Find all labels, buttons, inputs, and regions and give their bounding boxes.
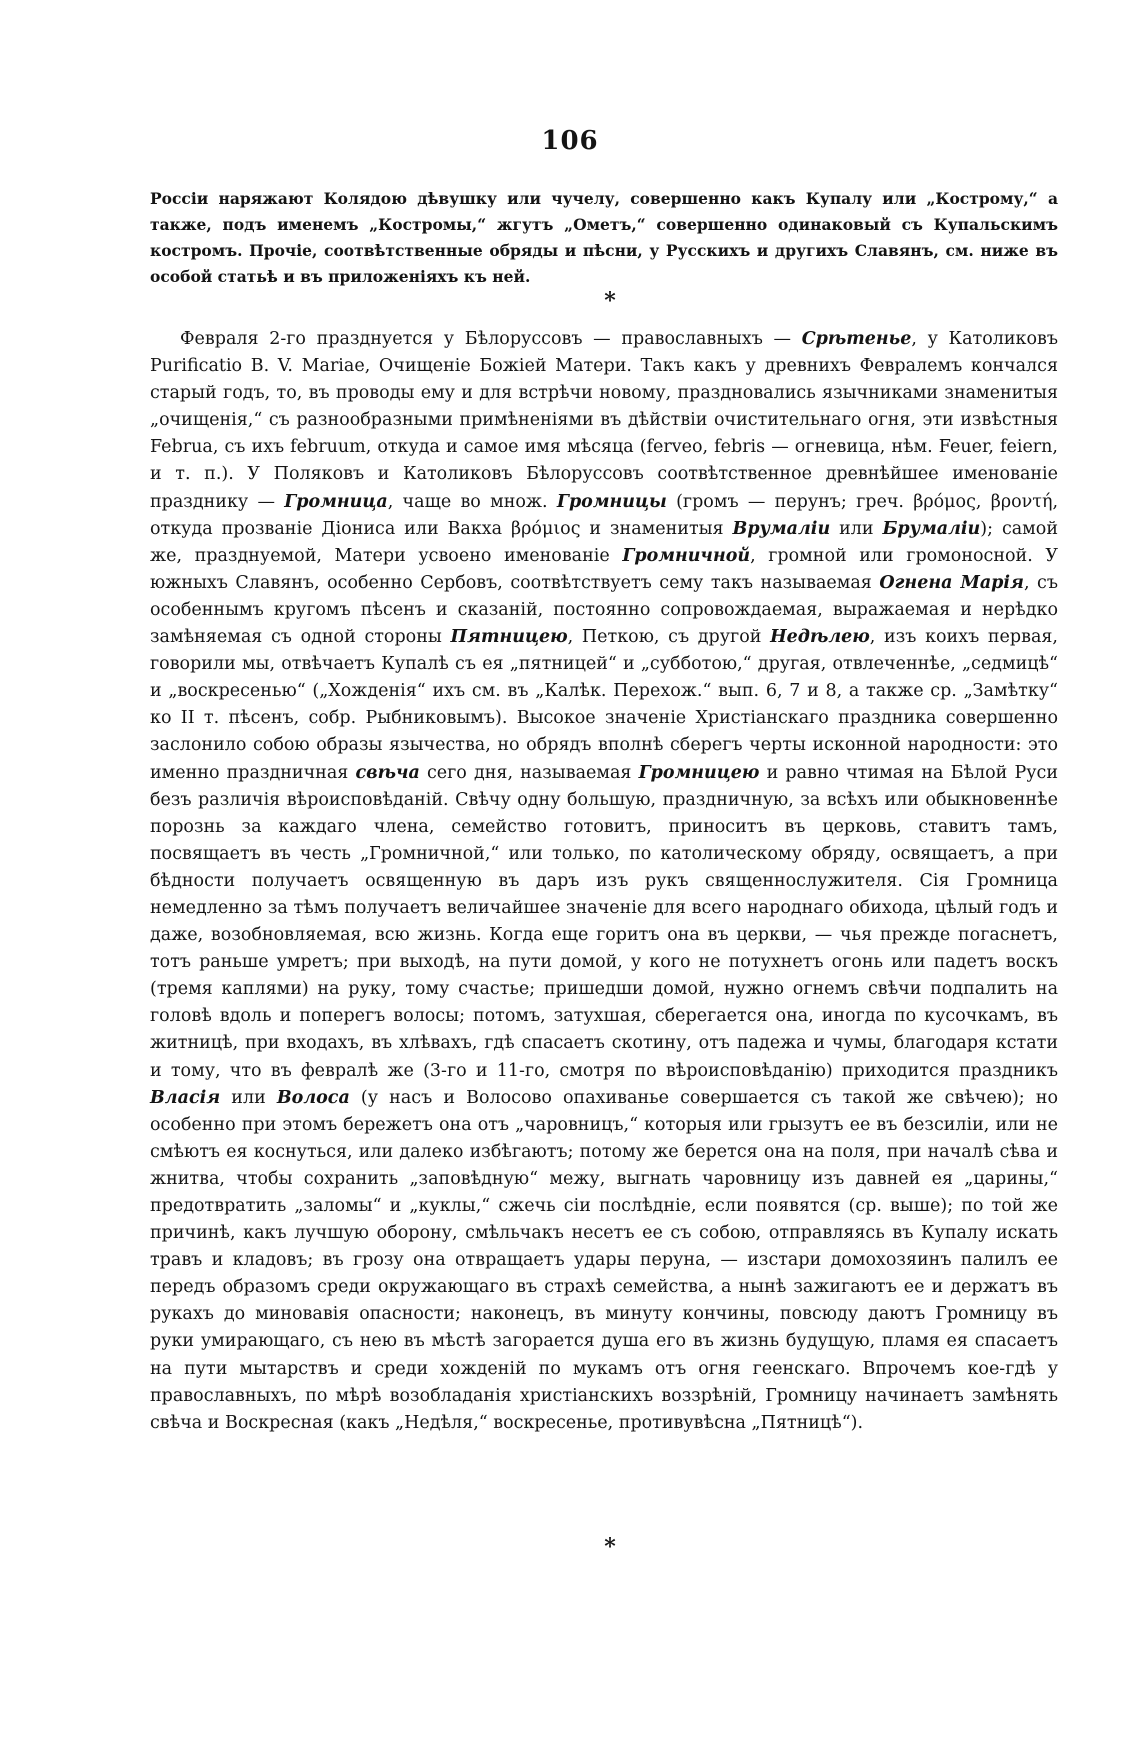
text-run: (у насъ и Волосово опахиванье совершается съ такой же свѣчею); но особенно при этомъ бережетъ она отъ „чаровницъ,“ которыя или грызутъ ее въ безсиліи, или не смѣютъ ея коснуться, или далеко избѣгаютъ; потому же берется она на поля, при началѣ сѣва и жнитва, чтобы сохранить „заповѣдную“ межу, выгнать чаровницу изъ давней ея „царины,“ предотвратить „заломы“ и „куклы,“ сжечь сіи послѣдніе, если появятся (ср. выше); по той же причинѣ, какъ лучшую оборону, смѣльчакъ несетъ ее съ собою, отправляясь въ Купалу искать травъ и кладовъ; въ грозу она отвращаетъ удары перуна, — изстари домохозяинъ палилъ ее передъ образомъ среди окружающаго въ страхѣ семейства, а нынѣ зажигаютъ ее и держатъ въ рукахъ до миновавія опасности; наконецъ, въ минуту кончины, повсюду даютъ Громницу въ руки умирающаго, съ нею въ мѣстѣ загорается душа его въ жизнь будущую, пламя ея спасаетъ на пути мытарствъ и среди хожденій по мукамъ отъ огня геенскаго. Впрочемъ кое-гдѣ у православныхъ, по мѣрѣ возобладанія христіанскихъ воззрѣній, Громницу начинаетъ замѣнять свѣча и Воскресная (какъ „Недѣля,“ воскресенье, противувѣсна „Пятницѣ“).	[150, 1087, 1058, 1433]
italic-term: Врумаліи	[732, 518, 831, 539]
text-run: , чаще во множ.	[387, 491, 557, 512]
italic-term: Власія	[150, 1087, 221, 1108]
text-run: или	[830, 518, 883, 539]
asterisk-separator-bottom: *	[604, 1534, 616, 1560]
text-run: сего дня, называемая	[419, 762, 639, 783]
text-run: или	[220, 1087, 277, 1108]
text-run: , изъ коихъ первая, говорили мы, отвѣчаетъ Купалѣ съ ея „пятницей“ и „субботою,“ другая, отвлеченнѣе, „седмицѣ“ и „воскресенью“ („Хожденія“ ихъ см. въ „Калѣк. Перехож.“ вып. 6, 7 и 8, а также ср. „Замѣтку“ ко II т. пѣсенъ, собр. Рыбниковымъ). Высокое значеніе Христіанскаго праздника совершенно заслонило собою образы язычества, но обрядъ вполнѣ сберегъ черты исконной народности: это именно праздничная	[150, 627, 1058, 783]
italic-term: Огнена Марія	[879, 572, 1024, 593]
italic-term: Громница	[284, 491, 388, 512]
italic-term: Громницы	[556, 491, 667, 512]
text-run: , Петкою, съ другой	[567, 627, 771, 648]
italic-term: Пятницею	[450, 627, 568, 648]
text-run: Февраля 2-го празднуется у Бѣлоруссовъ — православныхъ —	[180, 329, 802, 349]
top-footnote-text: Россіи наряжают Колядою дѣвушку или чучелу, совершенно какъ Купалу или „Кострому,“ а также, подъ именемъ „Костромы,“ жгутъ „Ометъ,“ совершенно одинаковый съ Купальскимъ костромъ. Прочіе, соотвѣтственные обряды и пѣсни, у Русскихъ и другихъ Славянъ, см. ниже въ особой статьѣ и въ приложеніяхъ къ ней.	[150, 189, 1058, 286]
italic-term: Громницею	[638, 762, 760, 783]
italic-term: Брумаліи	[882, 518, 981, 539]
text-run: (громъ — перунъ; греч. βρόμος, βροντή, откуда прозваніе Діониса или Вакха βρόμιος и знаменитыя	[150, 491, 1059, 539]
italic-term: Волоса	[276, 1087, 350, 1108]
italic-term: Срѣтенье	[801, 329, 912, 349]
text-run: , съ особеннымъ кругомъ пѣсенъ и сказаній, постоянно сопровождаемая, выражаемая и нерѣдко замѣняемая съ одной стороны	[150, 572, 1058, 648]
text-run: и равно чтимая на Бѣлой Руси безъ различія вѣроисповѣданій. Свѣчу одну большую, праздничную, за всѣхъ или обыкновеннѣе порознь за каждаго члена, семейство готовитъ, приноситъ въ церковь, ставитъ тамъ, посвящаетъ въ честь „Громничной,“ или только, по католическому обряду, освящаетъ, а при бѣдности получаетъ освященную въ даръ изъ рукъ священнослужителя. Сія Громница немедленно за тѣмъ получаетъ величайшее значеніе для всего народнаго обихода, цѣлый годъ и даже, возобновляемая, всю жизнь. Когда еще горитъ она въ церкви, — чья прежде погаснетъ, тотъ раньше умретъ; при выходѣ, на пути домой, у кого не потухнетъ огонь или падетъ воскъ (тремя каплями) на руку, тому счастье; пришедши домой, нужно огнемъ свѣчи подпалить на головѣ вдоль и поперегъ волосы; потомъ, затухшая, сберегается она, иногда по кусочкамъ, въ житницѣ, при входахъ, въ хлѣвахъ, гдѣ спасаетъ скотину, отъ падежа и чумы, благодаря кстати и тому, что въ февралѣ же (3-го и 11-го, смотря по вѣроисповѣданію) приходится праздникъ	[150, 762, 1058, 1081]
text-run: ); самой же, празднуемой, Матери усвоено именованіе	[150, 518, 1058, 566]
page-number: 106	[541, 126, 599, 156]
asterisk-separator-top: *	[604, 288, 616, 314]
text-run: , у Католиковъ Purificatio B. V. Mariae, Очищеніе Божіей Матери. Такъ какъ у древнихъ Февралемъ кончался старый годъ, то, въ проводы ему и для встрѣчи новому, праздновались язычниками знаменитыя „очищенія,“ съ разнообразными примѣненіями въ дѣйствіи очистительнаго огня, эти извѣстныя Februa, съ ихъ februum, откуда и самое имя мѣсяца (ferveo, febris — огневица, нѣм. Feuer, feiern, и т. п.). У Поляковъ и Католиковъ Бѣлоруссовъ соотвѣтственное древнѣйшее именованіе празднику —	[150, 329, 1058, 512]
italic-term: Недѣлею	[770, 627, 870, 648]
italic-term: свѣча	[355, 762, 420, 783]
main-paragraph	[150, 326, 1058, 1437]
text-run: , громной или громоносной. У южныхъ Славянъ, особенно Сербовъ, соотвѣтствуетъ сему такъ называемая	[150, 545, 1058, 593]
italic-term: Громничной	[622, 545, 751, 566]
